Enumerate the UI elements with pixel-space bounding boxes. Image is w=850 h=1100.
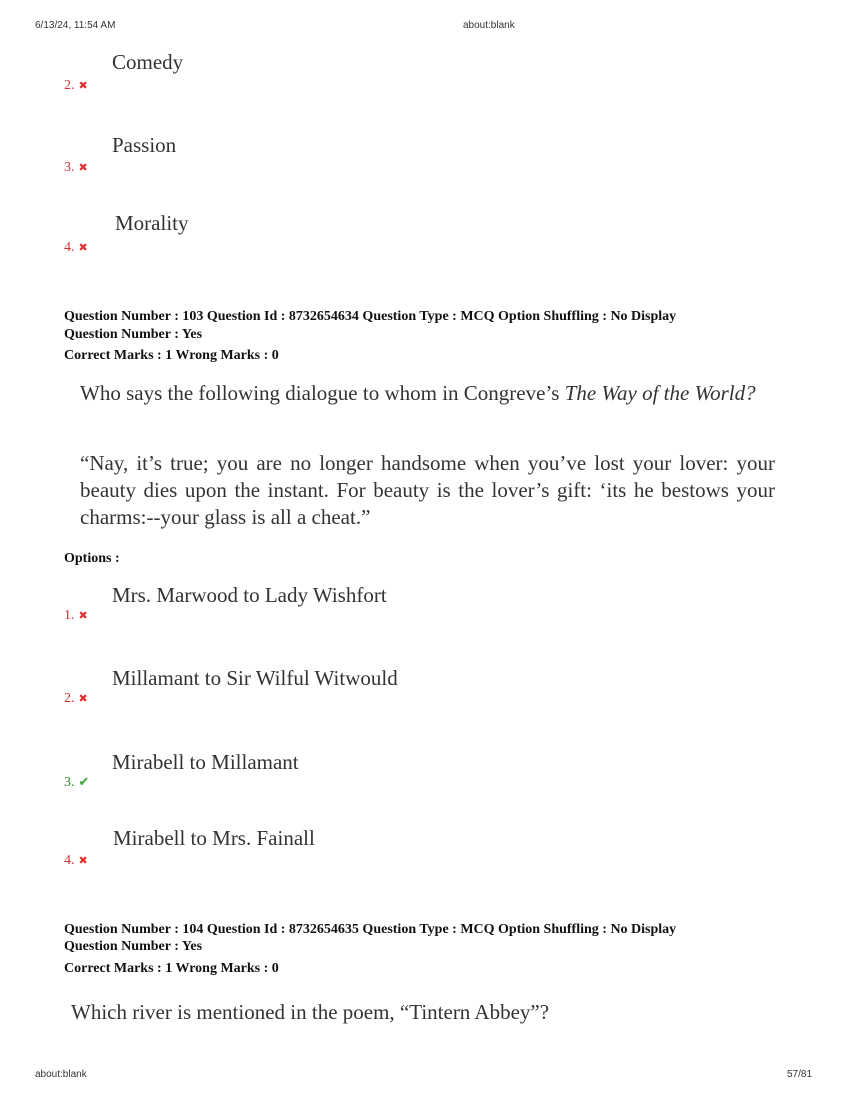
option-number: 2. ✖	[64, 691, 88, 706]
print-footer-url: about:blank	[35, 1069, 87, 1080]
work-title: The Way of the World?	[564, 381, 756, 405]
option-text: Mirabell to Mrs. Fainall	[113, 826, 315, 850]
option-text: Millamant to Sir Wilful Witwould	[112, 666, 398, 690]
question-text: Who says the following dialogue to whom in Congreve’s The Way of the World?	[80, 381, 756, 405]
cross-mark-icon: ✖	[78, 610, 88, 622]
page-number: 57/81	[787, 1069, 813, 1080]
question-marks: Correct Marks : 1 Wrong Marks : 0	[64, 348, 279, 363]
option-text: Passion	[112, 133, 177, 157]
print-datetime: 6/13/24, 11:54 AM	[35, 20, 116, 31]
option-text: Comedy	[112, 50, 184, 74]
question-text: Which river is mentioned in the poem, “Tintern Abbey”?	[71, 1000, 550, 1024]
option-number: 1. ✖	[64, 608, 88, 623]
check-mark-icon: ✔	[78, 774, 90, 789]
option-number: 4. ✖	[64, 240, 88, 255]
question-marks: Correct Marks : 1 Wrong Marks : 0	[64, 961, 279, 976]
option-number: 3. ✔	[64, 774, 90, 790]
option-text: Morality	[115, 211, 189, 235]
option-number: 4. ✖	[64, 853, 88, 868]
option-number: 3. ✖	[64, 160, 88, 175]
cross-mark-icon: ✖	[78, 855, 88, 867]
options-label: Options :	[64, 551, 120, 566]
cross-mark-icon: ✖	[78, 242, 88, 254]
question-meta: Question Number : 103 Question Id : 8732654634 Question Type : MCQ Option Shuffling : No Display	[64, 309, 677, 324]
option-number: 2. ✖	[64, 78, 88, 93]
print-title: about:blank	[463, 20, 515, 31]
question-meta-cont: Question Number : Yes	[64, 327, 203, 342]
question-meta: Question Number : 104 Question Id : 8732654635 Question Type : MCQ Option Shuffling : No Display	[64, 922, 677, 937]
option-text: Mrs. Marwood to Lady Wishfort	[112, 583, 387, 607]
question-quote: “Nay, it’s true; you are no longer handsome when you’ve lost your lover: your beauty dies upon the instant. For beauty is the lover’s gift: ‘its he bestows your charms:--your glass is all a cheat.”	[80, 451, 775, 529]
cross-mark-icon: ✖	[78, 80, 88, 92]
cross-mark-icon: ✖	[78, 162, 88, 174]
option-text: Mirabell to Millamant	[112, 750, 299, 774]
cross-mark-icon: ✖	[78, 693, 88, 705]
question-meta-cont: Question Number : Yes	[64, 939, 203, 954]
